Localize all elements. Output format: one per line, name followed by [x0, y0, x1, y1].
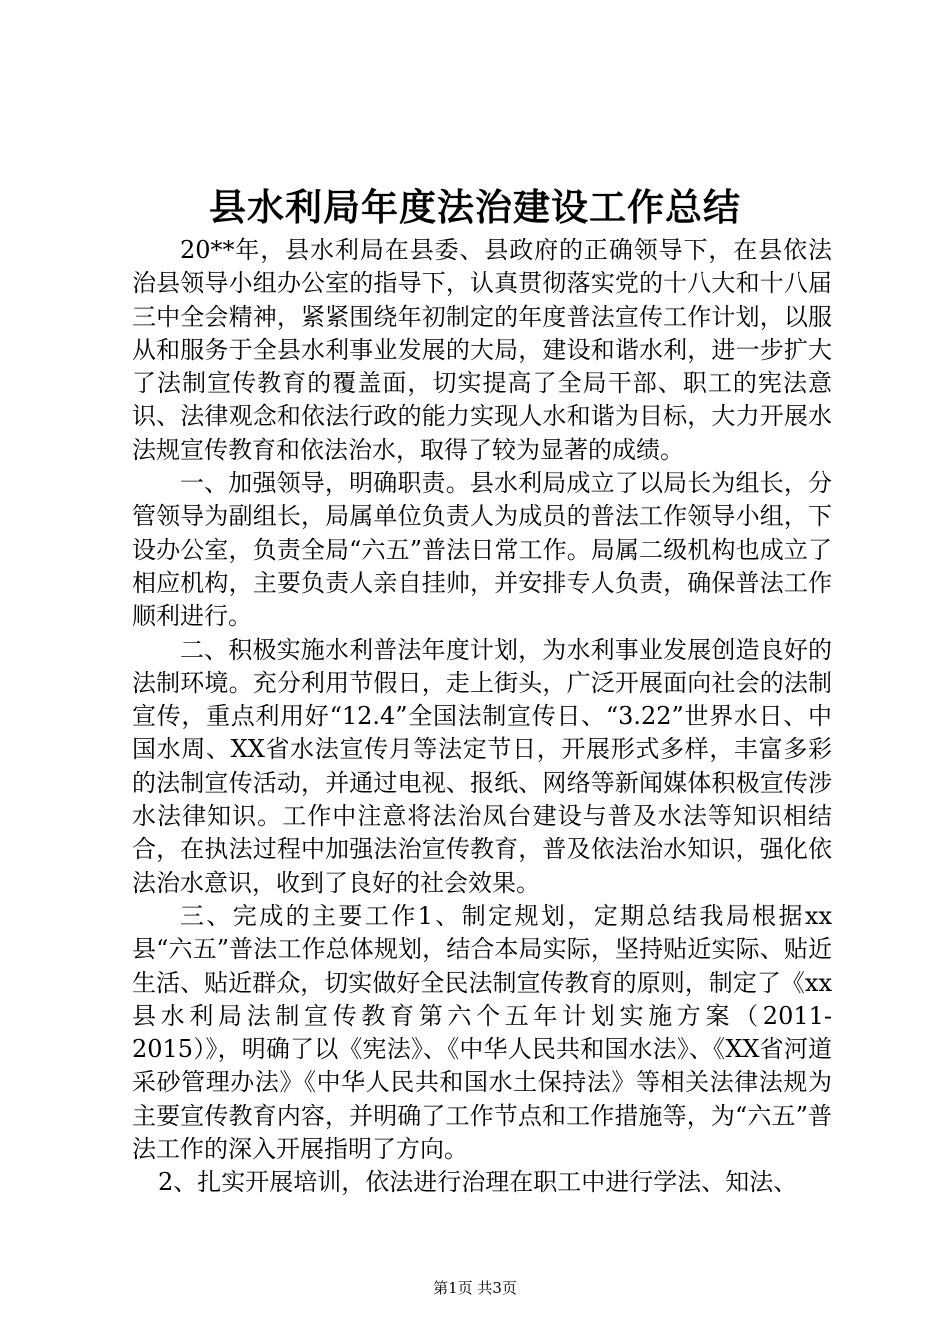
document-title: 县水利局年度法治建设工作总结 — [209, 186, 741, 229]
paragraph-section-3-item-2: 2、扎实开展培训，依法进行治理在职工中进行学法、知法、 — [158, 1168, 798, 1197]
paragraph-section-1: 一、加强领导，明确职责。县水利局成立了以局长为组长，分管领导为副组长，局属单位负责人为成员的普法工作领导小组，下设办公室，负责全局“六五”普法日常工作。局属二级机构也成立了相应机构，主要负责人亲自挂帅，并安排专人负责，确保普法工作顺利进行。 — [132, 469, 832, 631]
document-body — [132, 234, 832, 1200]
paragraph-section-2: 二、积极实施水利普法年度计划，为水利事业发展创造良好的法制环境。充分利用节假日，走上街头，广泛开展面向社会的法制宣传，重点利用好“12.4”全国法制宣传日、“3.22”世界水日、中国水周、XX省水法宣传月等法定节日，开展形式多样，丰富多彩的法制宣传活动，并通过电视、报纸、网络等新闻媒体积极宣传涉水法律知识。工作中注意将法治凤台建设与普及水法等知识相结合，在执法过程中加强法治宣传教育，普及依法治水知识，强化依法治水意识，收到了良好的社会效果。 — [132, 635, 832, 897]
paragraph-section-3: 三、完成的主要工作1、制定规划，定期总结我局根据xx县“六五”普法工作总体规划，结合本局实际，坚持贴近实际、贴近生活、贴近群众，切实做好全民法制宣传教育的原则，制定了《xx县水利局法制宣传教育第六个五年计划实施方案（2011-2015）》，明确了以《宪法》、《中华人民共和国水法》、《XX省河道采砂管理办法》《中华人民共和国水土保持法》等相关法律法规为主要宣传教育内容，并明确了工作节点和工作措施等，为“六五”普法工作的深入开展指明了方向。 — [132, 901, 832, 1164]
page-footer: 第1页 共3页 — [433, 1279, 517, 1297]
paragraph-intro: 20**年，县水利局在县委、县政府的正确领导下，在县依法治县领导小组办公室的指导下，认真贯彻落实党的十八大和十八届三中全会精神，紧紧围绕年初制定的年度普法宣传工作计划，以服从和服务于全县水利事业发展的大局，建设和谐水利，进一步扩大了法制宣传教育的覆盖面，切实提高了全局干部、职工的宪法意识、法律观念和依法行政的能力实现人水和谐为目标，大力开展水法规宣传教育和依法治水，取得了较为显著的成绩。 — [132, 236, 832, 464]
